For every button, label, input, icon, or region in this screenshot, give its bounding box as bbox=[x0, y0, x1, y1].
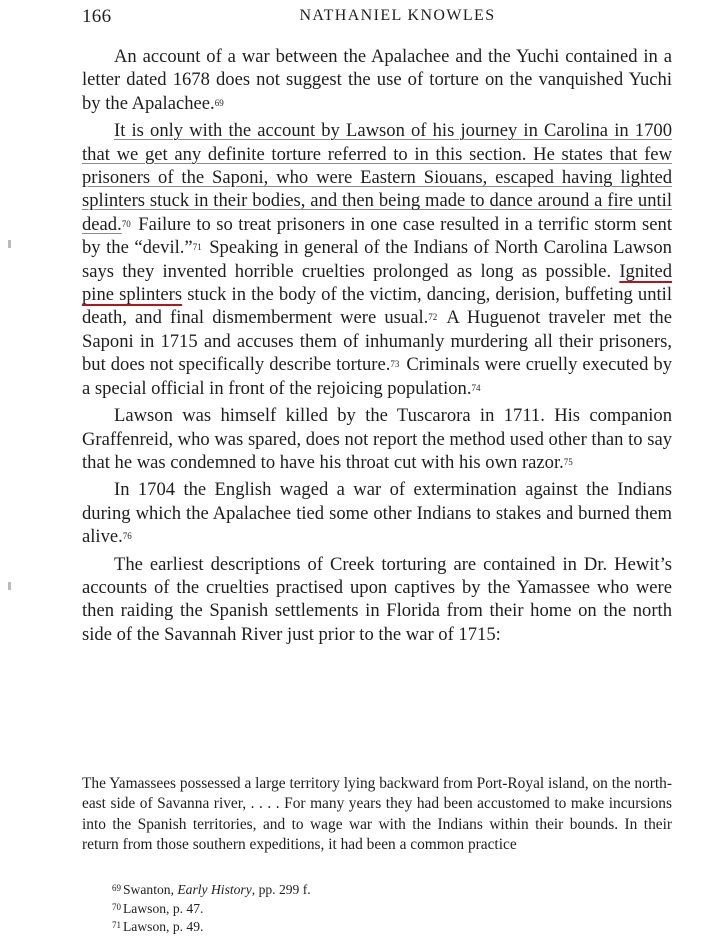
block-quote bbox=[82, 774, 672, 856]
footnote-71 bbox=[112, 917, 672, 936]
highlighted-phrase: Ignited pine splinters bbox=[82, 260, 672, 306]
footnote-ref: 74 bbox=[471, 382, 481, 393]
page-header bbox=[82, 6, 673, 32]
running-head: NATHANIEL KNOWLES bbox=[299, 7, 496, 24]
paragraph-1-text: An account of a war between the Apalachee and the Yuchi contained in a letter dated 1678 does not suggest the use of torture on the vanquished Yuchi by the Apalachee. bbox=[82, 46, 672, 114]
footnote-number: 70 bbox=[112, 901, 121, 912]
footnote-ref: 75 bbox=[563, 456, 573, 467]
footnote-ref: 71 bbox=[192, 242, 202, 253]
footnote-number: 71 bbox=[112, 920, 121, 930]
paragraph-2-text-c: Speaking in general of the Indians of North Carolina Lawson says they invented horrible cruelties prolonged as long as possible. bbox=[82, 237, 672, 282]
body-text bbox=[82, 45, 672, 650]
footnote-ref: 70 bbox=[121, 218, 131, 229]
paragraph-3-text: Lawson was himself killed by the Tuscarora in 1711. His companion Graffenreid, who was spared, does not report the method used other than to say that he was condemned to have his throat cut with his own razor. bbox=[82, 405, 672, 473]
footnote-ref: 72 bbox=[428, 312, 438, 323]
footnote-text: , pp. 299 f. bbox=[251, 882, 311, 897]
footnote-title: Early History bbox=[177, 882, 252, 897]
footnote-ref: 69 bbox=[214, 97, 224, 108]
footnote-text: Lawson, p. 47. bbox=[123, 900, 204, 916]
footnote-ref: 73 bbox=[390, 359, 400, 370]
footnote-ref: 76 bbox=[122, 531, 132, 542]
page-number: 166 bbox=[82, 6, 112, 27]
paragraph-1 bbox=[82, 45, 672, 115]
paragraph-5 bbox=[82, 553, 672, 647]
footnote-number: 69 bbox=[112, 883, 121, 893]
paragraph-2-text-e: stuck in the body of the victim, dancing, derision, buffeting until death, and final dismemberment were usual. bbox=[82, 284, 672, 329]
paragraph-4 bbox=[82, 478, 672, 548]
paragraph-4-text: In 1704 the English waged a war of extermination against the Indians during which the Apalachee tied some other Indians to stakes and burned them alive. bbox=[82, 479, 672, 548]
footnote-text: Swanton, bbox=[123, 882, 178, 897]
margin-mark bbox=[8, 582, 11, 590]
footnote-69 bbox=[112, 880, 672, 899]
paragraph-2-text-f: A Huguenot traveler met the Saponi in 1715 and accuses them of inhumanly murdering all their prisoners, but does not specifically describe torture. bbox=[82, 307, 672, 376]
quote-text: The Yamassees possessed a large territory lying backward from Port-Royal island, on the north-east side of Savanna river, . . . . For many years they had been accustomed to make incursions into the Spanish territories, and to wage war with the Indians within their bounds. In their return from those southern expeditions, it had been a common practice bbox=[82, 775, 672, 854]
paragraph-3 bbox=[82, 404, 672, 474]
paragraph-2 bbox=[82, 119, 672, 400]
margin-mark bbox=[8, 240, 11, 248]
paragraph-2-text-g: Criminals were cruelly executed by a special official in front of the rejoicing population. bbox=[82, 354, 672, 399]
footnote-70 bbox=[112, 899, 672, 918]
footnotes bbox=[112, 880, 672, 936]
paragraph-2-text-a: It is only with the account by Lawson of his journey in Carolina in 1700 that we get any definite torture referred to in this section. He states that few prisoners of the Saponi, who were Eastern Siouans, escaped having lighted splinters stuck in their bodies, and then being made to dance around a fire until dead. bbox=[82, 120, 672, 235]
paragraph-2-text-b: Failure to so treat prisoners in one case resulted in a terrific storm sent by the “devil.” bbox=[82, 213, 672, 259]
paragraph-5-text: The earliest descriptions of Creek torturing are contained in Dr. Hewit’s accounts of the cruelties practised upon captives by the Yamassee who were then raiding the Spanish settlements in Florida from their home on the north side of the Savannah River just prior to the war of 1715: bbox=[82, 553, 672, 645]
footnote-text: Lawson, p. 49. bbox=[123, 919, 204, 934]
